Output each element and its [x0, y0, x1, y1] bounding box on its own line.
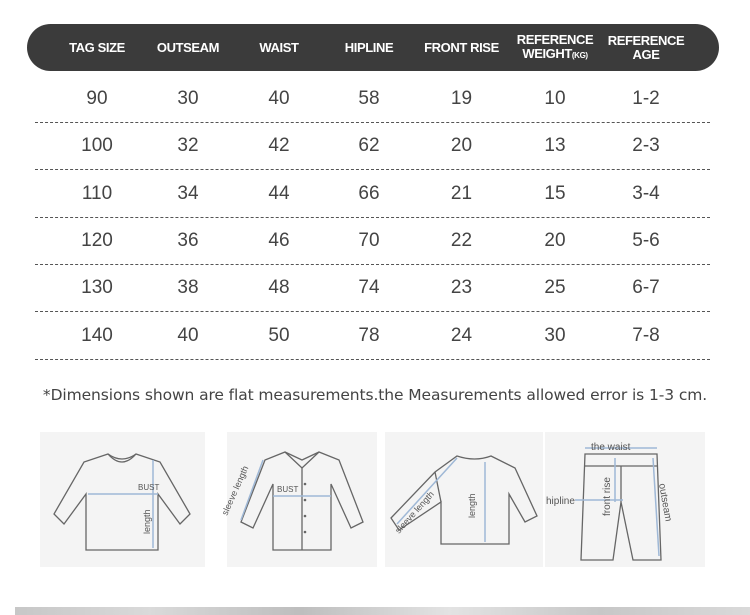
raglan-diagram	[385, 432, 543, 567]
shirt-diagram	[219, 432, 377, 567]
cell-waist: 42	[268, 135, 290, 157]
cell-hipline: 74	[358, 277, 380, 299]
cell-reference-age: 2-3	[632, 135, 660, 157]
cell-front-rise: 23	[450, 277, 473, 299]
header-front-rise: FRONT RISE	[424, 39, 499, 55]
sleeve-label: sleeve length	[393, 489, 436, 536]
sleeve-label: sleeve length	[219, 464, 251, 517]
rise-label: front rise	[602, 477, 613, 516]
cell-outseam: 40	[177, 324, 199, 346]
cell-reference-age: 1-2	[632, 88, 660, 109]
header-tag-size: TAG SIZE	[69, 39, 125, 55]
header-reference-age: REFERENCE AGE	[607, 32, 685, 62]
header-reference-weight: REFERENCE WEIGHT(KG)	[516, 31, 594, 61]
cell-reference-age: 3-4	[632, 182, 660, 204]
cell-reference-weight: 30	[544, 324, 566, 346]
header-outseam: OUTSEAM	[156, 39, 220, 55]
cell-front-rise: 22	[450, 229, 473, 251]
cell-outseam: 34	[177, 182, 199, 204]
cell-tag-size: 110	[81, 182, 113, 204]
waist-label: the waist	[591, 442, 631, 453]
cell-waist: 50	[268, 324, 290, 346]
cell-outseam: 32	[177, 135, 199, 157]
length-label: length	[142, 509, 152, 534]
cell-reference-age: 6-7	[632, 277, 660, 299]
cell-outseam: 36	[177, 229, 199, 251]
cell-front-rise: 21	[450, 182, 473, 204]
cell-reference-weight: 13	[544, 135, 566, 157]
table-row	[35, 217, 710, 265]
table-row	[35, 122, 710, 170]
table-row	[35, 75, 710, 123]
cell-hipline: 62	[358, 135, 380, 157]
cell-front-rise: 24	[450, 324, 473, 346]
cell-hipline: 70	[358, 229, 380, 251]
cell-tag-size: 130	[81, 277, 113, 299]
cell-tag-size: 140	[81, 324, 113, 346]
cell-hipline: 66	[358, 182, 380, 204]
cell-reference-weight: 25	[544, 277, 566, 299]
cell-reference-weight: 10	[544, 88, 566, 109]
cell-hipline: 58	[358, 88, 380, 109]
table-row	[35, 170, 710, 218]
hipline-label: hipline	[546, 496, 575, 507]
pants-diagram	[545, 432, 705, 567]
cell-tag-size: 100	[81, 135, 113, 157]
bust-label: BUST	[277, 485, 299, 494]
outseam-label: outseam	[656, 482, 674, 523]
cell-waist: 48	[268, 277, 290, 299]
cell-hipline: 78	[358, 324, 380, 346]
sweater-diagram	[40, 432, 205, 567]
cell-front-rise: 19	[450, 88, 473, 109]
cell-front-rise: 20	[450, 135, 473, 157]
table-row	[35, 264, 710, 312]
cell-waist: 44	[268, 182, 290, 204]
bottom-strip	[0, 607, 750, 615]
cell-waist: 46	[268, 229, 290, 251]
cell-outseam: 38	[177, 277, 199, 299]
cell-reference-weight: 15	[544, 182, 566, 204]
cell-reference-age: 5-6	[632, 229, 660, 251]
cell-reference-weight: 20	[544, 229, 566, 251]
measurement-note: *Dimensions shown are flat measurements.the Measurements allowed error is 1-3 cm.	[42, 386, 708, 404]
length-label: length	[467, 493, 477, 518]
cell-outseam: 30	[177, 88, 199, 109]
cell-tag-size: 90	[86, 88, 108, 109]
header-waist: WAIST	[259, 39, 299, 55]
cell-tag-size: 120	[81, 229, 113, 251]
cell-waist: 40	[268, 88, 290, 109]
header-hipline: HIPLINE	[344, 39, 394, 55]
size-table-header	[27, 24, 719, 71]
bust-label: BUST	[138, 483, 160, 492]
table-row	[35, 312, 710, 360]
cell-reference-age: 7-8	[632, 324, 660, 346]
